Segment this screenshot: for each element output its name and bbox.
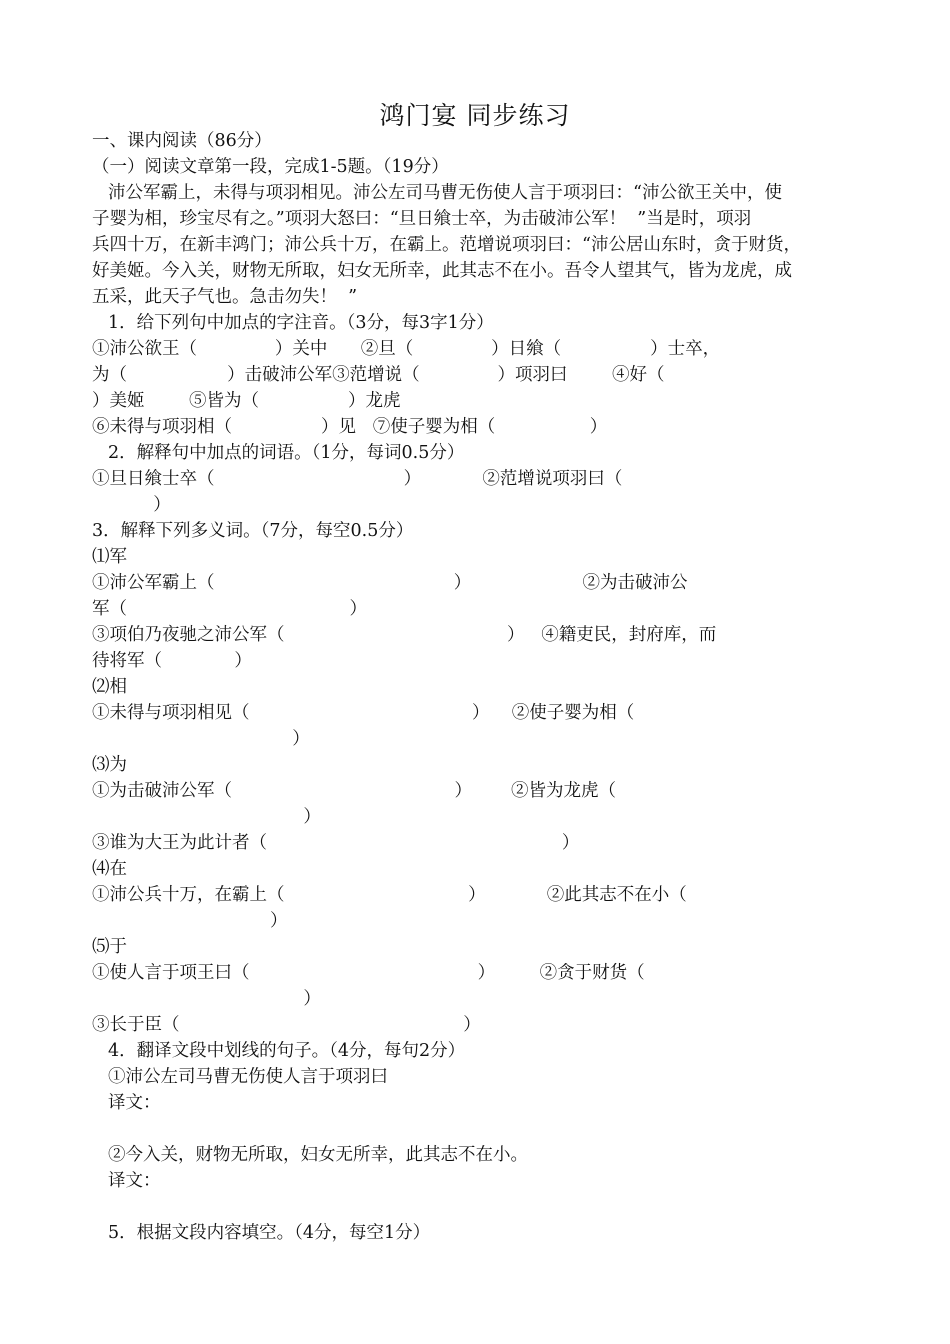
question-3-line: ⑷在 <box>92 859 127 879</box>
question-1-line: 为（ ）击破沛公军③范增说（ ）项羽曰 ④好（ <box>92 365 665 385</box>
question-3-line: ⑴军 <box>92 547 127 567</box>
question-1-line: ⑥未得与项羽相（ ）见 ⑦使子婴为相（ ） <box>92 417 608 437</box>
question-3-line: ⑸于 <box>92 937 127 957</box>
passage-line: 好美姬。今入关，财物无所取，妇女无所幸，此其志不在小。吾令人望其气，皆为龙虎，成 <box>92 261 792 281</box>
question-3-line: ①沛公兵十万，在霸上（ ） ②此其志不在小（ <box>92 885 687 905</box>
question-4-translation-label-1: 译文： <box>108 1093 161 1113</box>
passage-line: 沛公军霸上，未得与项羽相见。沛公左司马曹无伤使人言于项羽曰：“沛公欲王关中，使 <box>108 183 782 203</box>
question-3-line: 待将军（ ） <box>92 651 252 671</box>
question-3-line: ①使人言于项王曰（ ） ②贪于财货（ <box>92 963 645 983</box>
question-3-line: ③谁为大王为此计者（ ） <box>92 833 580 853</box>
question-2-stem: 2．解释句中加点的词语。（1分，每词0.5分） <box>108 443 465 463</box>
question-3-line: ①为击破沛公军（ ） ②皆为龙虎（ <box>92 781 616 801</box>
question-3-line: ） <box>92 989 321 1009</box>
passage-line: 五采，此天子气也。急击勿失！ ” <box>92 287 358 307</box>
question-4-sentence-2: ②今入关，财物无所取，妇女无所幸，此其志不在小。 <box>108 1145 528 1165</box>
passage-line: 兵四十万，在新丰鸿门；沛公兵十万，在霸上。范增说项羽曰：“沛公居山东时，贪于财货， <box>92 235 801 255</box>
question-3-line: ①沛公军霸上（ ） ②为击破沛公 <box>92 573 688 593</box>
question-1-line: ）美姬 ⑤皆为（ ）龙虎 <box>92 391 401 411</box>
question-4-stem: 4．翻译文段中划线的句子。（4分，每句2分） <box>108 1041 466 1061</box>
question-4-translation-label-2: 译文： <box>108 1171 161 1191</box>
part-heading: （一）阅读文章第一段，完成1-5题。（19分） <box>92 157 449 177</box>
question-3-line: ） <box>92 807 321 827</box>
question-3-line: ） <box>92 911 288 931</box>
question-3-stem: 3．解释下列多义词。（7分，每空0.5分） <box>92 521 414 541</box>
question-3-line: ⑵相 <box>92 677 127 697</box>
page-title: 鸿门宴 同步练习 <box>379 101 571 130</box>
question-2-line: ①旦日飨士卒（ ） ②范增说项羽曰（ <box>92 469 623 489</box>
question-3-line: ③项伯乃夜驰之沛公军（ ） ④籍吏民，封府库，而 <box>92 625 717 645</box>
question-1-line: ①沛公欲王（ ）关中 ②旦（ ）日飨（ ）士卒， <box>92 339 721 359</box>
question-3-line: ） <box>92 729 310 749</box>
section-heading: 一、课内阅读（86分） <box>92 131 272 151</box>
question-4-sentence-1: ①沛公左司马曹无伤使人言于项羽曰 <box>108 1067 388 1087</box>
question-3-line: 军（ ） <box>92 599 368 619</box>
passage-line: 子婴为相，珍宝尽有之。”项羽大怒曰：“旦日飨士卒，为击破沛公军！ ”当是时，项羽 <box>92 209 752 229</box>
question-3-line: ①未得与项羽相见（ ） ②使子婴为相（ <box>92 703 635 723</box>
question-3-line: ③长于臣（ ） <box>92 1015 481 1035</box>
question-3-line: ⑶为 <box>92 755 127 775</box>
question-2-line: ） <box>92 495 171 515</box>
question-1-stem: 1．给下列句中加点的字注音。（3分，每3字1分） <box>108 313 494 333</box>
question-5-stem: 5．根据文段内容填空。（4分，每空1分） <box>108 1223 431 1243</box>
